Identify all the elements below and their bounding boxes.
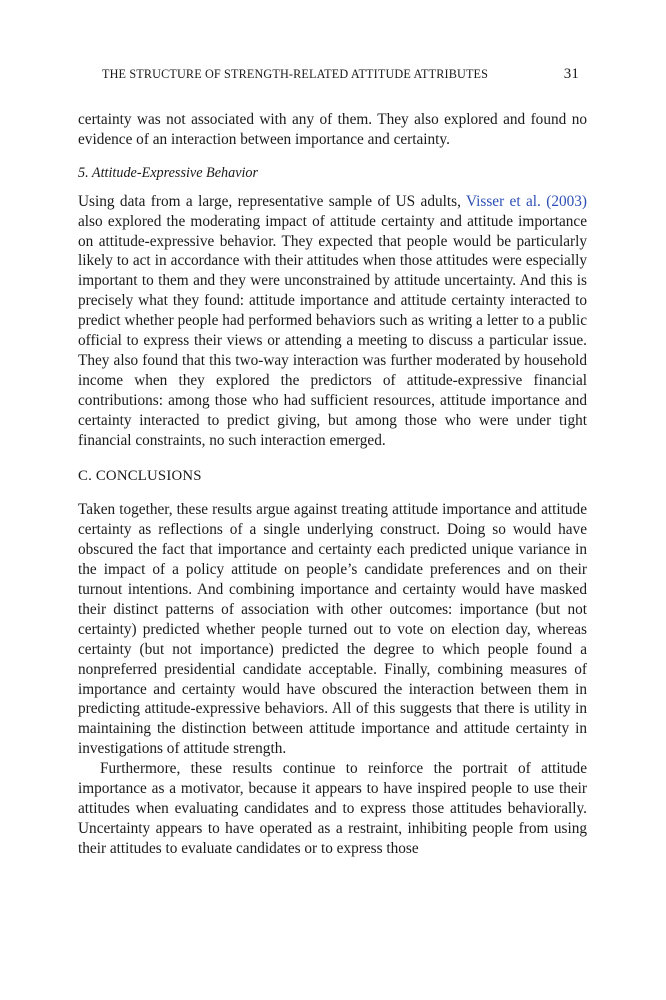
subsection-heading: 5. Attitude-Expressive Behavior: [78, 164, 259, 181]
book-page: [78, 66, 587, 859]
section-heading: C. CONCLUSIONS: [78, 467, 202, 484]
running-title: THE STRUCTURE OF STRENGTH-RELATED ATTITUDE ATTRIBUTES: [102, 67, 489, 81]
paragraph-conclusions-1: Taken together, these results argue against treating attitude importance and attitude certainty as reflections of a single underlying construct. Doing so would have obscured the fact that importance and certainty each predicted unique variance in the impact of a policy attitude on people’s candidate preferences and on their turnout intentions. And combining importance and certainty would have masked their distinct patterns of association with other outcomes: importance (but not certainty) predicted whether people turned out to vote on election day, whereas certainty (but not importance) predicted the degree to which people found a nonpreferred presidential candidate acceptable. Finally, combining measures of importance and certainty would have obscured the interaction between them in predicting attitude-expressive behaviors. All of this suggests that there is utility in maintaining the distinction between attitude importance and attitude certainty in investigations of attitude strength.: [78, 501, 587, 758]
paragraph-conclusions-2: Furthermore, these results continue to reinforce the portrait of attitude importance as a motivator, because it appears to have inspired people to use their attitudes when evaluating candidates and to express those attitudes behaviorally. Uncertainty appears to have operated as a restraint, inhibiting people from using their attitudes to evaluate candidates or to express those: [78, 760, 587, 857]
page-number: 31: [563, 66, 579, 82]
paragraph-attitude-expressive-behavior: [78, 192, 587, 451]
citation-link[interactable]: Visser et al. (2003): [466, 192, 588, 210]
paragraph-continuation: certainty was not associated with any of them. They also explored and found no evidence of an interaction between importance and certainty.: [78, 111, 587, 148]
paragraph-text-rest: also explored the moderating impact of attitude certainty and attitude importance on attitude-expressive behavior. They expected that people would be particularly likely to act in accordance with their attitudes when those attitudes were especially important to them and they were unconstrained by attitude uncertainty. And this is precisely what they found: attitude importance and attitude certainty interacted to predict whether people had performed behaviors such as writing a letter to a public official to express their views or attending a meeting to discuss a particular issue. They also found that this two-way interaction was further moderated by household income when they explored the predictors of attitude-expressive financial contributions: among those who had sufficient resources, attitude importance and certainty interacted to predict giving, but among those who were under tight financial constraints, no such interaction emerged.: [78, 212, 587, 449]
running-header: [78, 66, 587, 90]
paragraph-text-lead: Using data from a large, representative sample of US adults,: [78, 192, 466, 210]
